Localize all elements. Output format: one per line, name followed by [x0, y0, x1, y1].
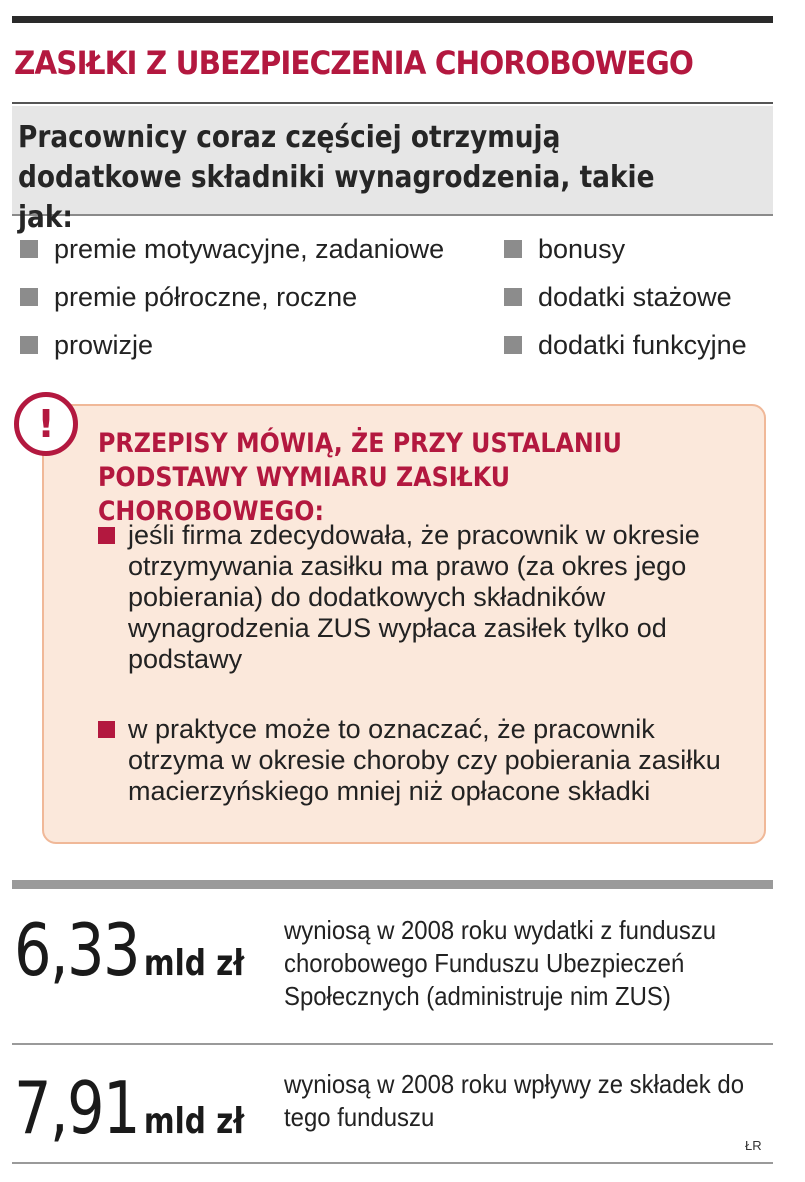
square-bullet-icon	[20, 240, 38, 258]
square-bullet-icon	[504, 336, 522, 354]
stat-unit: mld zł	[143, 1101, 245, 1142]
note-title: PRZEPISY MÓWIĄ, ŻE PRZY USTALANIU PODSTAWY WYMIARU ZASIŁKU CHOROBOWEGO:	[98, 428, 622, 527]
bottom-rule	[12, 1162, 773, 1164]
stat-number: 6,33	[14, 908, 139, 992]
stat-description: wyniosą w 2008 roku wydatki z funduszu chorobowego Funduszu Ubezpieczeń Społecznych (administruje nim ZUS)	[284, 915, 717, 1011]
list-item	[504, 326, 747, 374]
exclamation-icon: !	[14, 392, 78, 456]
lead-text: Pracownicy coraz częściej otrzymują dodatkowe składniki wynagrodzenia, takie jak:	[18, 120, 655, 235]
stat-value	[14, 908, 244, 992]
list-item-label: dodatki funkcyjne	[538, 330, 747, 360]
stat-description: wyniosą w 2008 roku wpływy ze składek do tego funduszu	[284, 1069, 745, 1132]
components-list-left	[20, 230, 444, 374]
list-item	[20, 326, 444, 374]
list-item-label: prowizje	[54, 330, 154, 360]
list-item-label: bonusy	[538, 234, 626, 264]
list-item	[504, 278, 747, 326]
author-credit: ŁR	[745, 1138, 762, 1153]
components-list-right	[504, 230, 747, 374]
list-item-label: premie motywacyjne, zadaniowe	[54, 234, 445, 264]
page-title: ZASIŁKI Z UBEZPIECZENIA CHOROBOWEGO	[14, 44, 693, 82]
list-item-label: dodatki stażowe	[538, 282, 732, 312]
square-bullet-icon	[504, 288, 522, 306]
stats-divider	[12, 1043, 773, 1045]
square-bullet-icon	[504, 240, 522, 258]
title-rule	[12, 102, 773, 104]
lead-box	[12, 106, 773, 235]
note-item-text: jeśli firma zdecydowała, że pracownik w okresie otrzymywania zasiłku ma prawo (za okres jego pobierania) do dodatkowych składników wynagrodzenia ZUS wypłaca zasiłek tylko od podstawy	[128, 520, 700, 674]
stat-number: 7,91	[14, 1066, 139, 1150]
top-rule	[12, 16, 773, 23]
list-item	[20, 230, 444, 278]
square-bullet-icon	[20, 288, 38, 306]
list-item-label: premie półroczne, roczne	[54, 282, 358, 312]
note-item	[98, 714, 758, 807]
stat-value	[14, 1066, 244, 1150]
list-item	[504, 230, 747, 278]
square-bullet-icon	[98, 721, 115, 738]
stats-rule	[12, 880, 773, 889]
square-bullet-icon	[20, 336, 38, 354]
square-bullet-icon	[98, 527, 115, 544]
note-item-text: w praktyce może to oznaczać, że pracownik otrzyma w okresie choroby czy pobierania zasiłku macierzyńskiego mniej niż opłacone składki	[128, 714, 721, 806]
list-item	[20, 278, 444, 326]
stat-unit: mld zł	[143, 943, 245, 984]
note-item	[98, 520, 758, 675]
